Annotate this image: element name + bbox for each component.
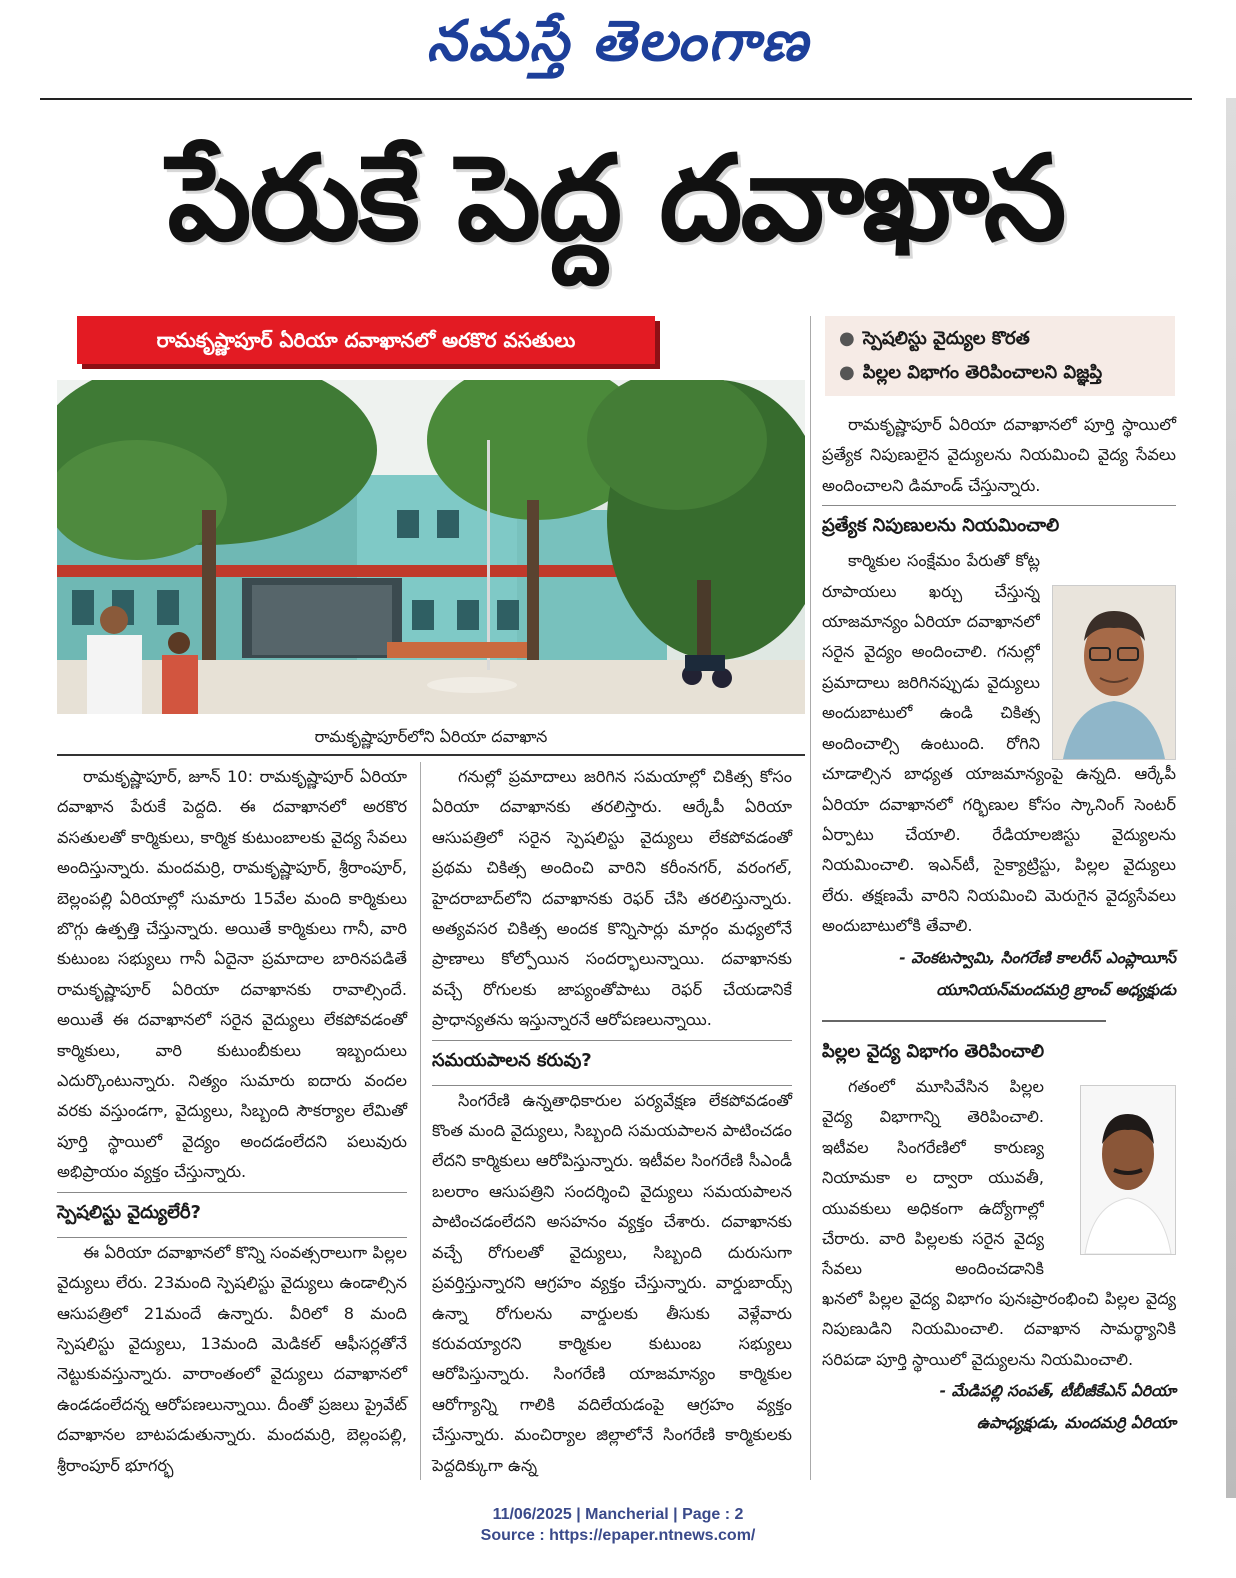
- quote-credit: యూనియన్‌మందమర్రి బ్రాంచ్ అధ్యక్షుడు: [936, 980, 1176, 999]
- highlight-item: ● పిల్లల విభాగం తెరిపించాలని విజ్ఞప్తి: [839, 362, 1103, 383]
- section-divider: [822, 1020, 1106, 1022]
- quote-credit: ఉపాధ్యక్షుడు, మందమర్రి ఏరియా: [976, 1414, 1176, 1433]
- bullet-icon: ●: [839, 328, 855, 349]
- quote-credit: - మేడిపల్లి సంపత్, టీబీజీకేఎస్ ఏరియా: [939, 1382, 1176, 1401]
- quote-paragraph: గతంలో మూసివేసిన పిల్లల వైద్య విభాగాన్ని తెరిపించాలి. ఇటీవల సింగరేణిలో కారుణ్య నియామకా ల ద్వారా యువతీ, యువకులు అధికంగా ఉద్యోగాల్లో చేరారు. వారి పిల్లలకు సరైన వైద్య సేవలు అందించడానికి: [822, 1077, 1044, 1279]
- quote-credit: - వెంకటస్వామి, సింగరేణి కాలరీస్ ఎంప్లాయీస్: [899, 948, 1176, 967]
- column-divider: [420, 762, 421, 1480]
- subheading: ప్రత్యేక నిపుణులను నియమించాలి: [822, 515, 1060, 537]
- subheading: స్పెషలిస్టు వైద్యులేరీ?: [57, 1201, 201, 1223]
- paragraph: రామకృష్ణాపూర్ ఏరియా దవాఖానలో పూర్తి స్థాయిలో ప్రత్యేక నిపుణులైన వైద్యులను నియమించి వైద్య సేవలు అందించాలని డిమాండ్ చేస్తున్నారు.: [822, 415, 1176, 495]
- column-divider: [810, 316, 811, 1480]
- highlight-item: ● స్పెషలిస్టు వైద్యుల కొరత: [839, 328, 1030, 349]
- paragraph: ఈ ఏరియా దవాఖానలో కొన్ని సంవత్సరాలుగా పిల్లల వైద్యులు లేరు. 23మంది స్పెషలిస్టు వైద్యులు ఉండాల్సిన ఆసుపత్రిలో 21మందే ఉన్నారు. వీరిలో 8 మంది స్పెషలిస్టు వైద్యులు, 13మంది మెడికల్ ఆఫీసర్లతోనే నెట్టుకువస్తున్నారు. వారాంతంలో వైద్యులు దవాఖానలో ఉండడంలేదన్న ఆరోపణలున్నాయి. దీంతో ప్రజలు ప్రైవేట్ దవాఖానల బాటపడుతున్నారు. మందమర్రి, బెల్లంపల్లి, శ్రీరాంపూర్ భూగర్భ: [57, 1242, 407, 1475]
- paragraph: సింగరేణి ఉన్నతాధికారుల పర్యవేక్షణ లేకపోవడంతో కొంత మంది వైద్యులు, సిబ్బంది సమయపాలన పాటించడం లేదని కార్మికులు ఆరోపిస్తున్నారు. ఇటీవల సింగరేణి సీఎండీ బలరాం ఆసుపత్రిని సందర్శించి వైద్యులు సమయపాలన పాటించడంలేదని అసహనం వ్యక్తం చేశారు. దవాఖానకు వచ్చే రోగులతో వైద్యులు, సిబ్బంది దురుసుగా ప్రవర్తిస్తున్నారని ఆగ్రహం వ్యక్తం చేస్తున్నారు. వార్డుబాయ్స్ ఉన్నా రోగులను వార్డులకు తీసుకు వెళ్లేవారు కరువయ్యారని కార్మికుల కుటుంబ సభ్యులు ఆరోపిస్తున్నారు. సింగరేణి యాజమాన్యం కార్మికుల ఆరోగ్యాన్ని గాలికి వదిలేయడంపై ఆగ్రహం వ్యక్తం చేస్తున్నారు. మంచిర్యాల జిల్లాలోనే సింగరేణి కార్మికులకు పెద్దదిక్కుగా ఉన్న: [432, 1090, 792, 1475]
- highlights-box: [825, 316, 1175, 396]
- article-column-2: [432, 762, 792, 1481]
- subheading: సమయపాలన కరువు?: [432, 1049, 592, 1071]
- headline: పేరుకే పెద్ద దవాఖాన: [167, 129, 1065, 267]
- page-footer: [0, 1504, 1236, 1546]
- kicker-banner: రామకృష్ణాపూర్ ఏరియా దవాఖానలో అరకొర వసతులు: [77, 316, 655, 364]
- masthead-rule: [40, 98, 1192, 100]
- footer-source-link[interactable]: Source : https://epaper.ntnews.com/: [480, 1527, 756, 1544]
- article-column-1: [57, 762, 407, 1481]
- masthead-logo: నమస్తే తెలంగాణ: [426, 8, 810, 74]
- hospital-photo: [57, 380, 805, 714]
- footer-date-line: 11/06/2025 | Mancherial | Page : 2: [492, 1506, 744, 1523]
- paragraph: గనుల్లో ప్రమాదాలు జరిగిన సమయాల్లో చికిత్స కోసం ఏరియా దవాఖానకు తరలిస్తారు. ఆర్కేపీ ఏరియా ఆసుపత్రిలో సరైన స్పెషలిస్టు వైద్యులు లేకపోవడంతో ప్రథమ చికిత్స అందించి వారిని కరీంనగర్, వరంగల్, హైదరాబాద్‌లోని దవాఖానకు రెఫర్ చేసి తరలిస్తున్నారు. అత్యవసర చికిత్స అందక కొన్నిసార్లు మార్గం మధ్యలోనే ప్రాణాలు కోల్పోయిన సందర్భాలున్నాయి. దవాఖానకు వచ్చే రోగులకు జాప్యంతోపాటు రెఫర్ చేయడానికే ప్రాధాన్యతను ఇస్తున్నారనే ఆరోపణలున్నాయి.: [432, 767, 792, 1030]
- portrait-photo-venkataswamy: [1052, 585, 1176, 760]
- adjacent-page-edge: [1226, 98, 1236, 1498]
- quote-paragraph: చూడాల్సిన బాధ్యత యాజమాన్యంపై ఉన్నది. ఆర్కేపీ ఏరియా దవాఖానలో గర్భిణుల కోసం స్కానింగ్ సెంటర్ ఏర్పాటు చేయాలి. రేడియాలజిస్టు వైద్యులను నియమించాలి. ఇఎన్‌టీ, సైక్యాట్రిస్టు, పిల్లల వైద్యులు లేరు. తక్షణమే వారిని నియమించి మెరుగైన వైద్యసేవలు అందుబాటులోకి తేవాలి.: [822, 764, 1176, 936]
- quote-paragraph: కార్మికుల సంక్షేమం పేరుతో కోట్ల రూపాయలు ఖర్చు చేస్తున్న యాజమాన్యం ఏరియా దవాఖానలో సరైన వైద్యం అందించాలి. గనుల్లో ప్రమాదాలు జరిగినప్పుడు వైద్యులు అందుబాటులో ఉండి చికిత్స అందించాల్సి ఉంటుంది. రోగిని: [822, 551, 1040, 753]
- portrait-photo-sampath: [1080, 1085, 1176, 1255]
- paragraph: రామకృష్ణాపూర్, జూన్ 10: రామకృష్ణాపూర్ ఏరియా దవాఖాన పేరుకే పెద్దది. ఈ దవాఖానలో అరకొర వసతులతో కార్మికులు, కార్మిక కుటుంబాలకు వైద్య సేవలు అందిస్తున్నారు. మందమర్రి, రామకృష్ణాపూర్, శ్రీరాంపూర్, బెల్లంపల్లి ఏరియాల్లో సుమారు 15వేల మంది కార్మికులు బొగ్గు ఉత్పత్తి చేస్తున్నారు. అయితే కార్మికులు గానీ, వారి కుటుంబ సభ్యులు గానీ ఏదైనా ప్రమాదాల బారినపడితే రామకృష్ణాపూర్ ఏరియా దవాఖానకు రావాల్సిందే. అయితే ఈ దవాఖానలో సరైన వైద్యులు లేకపోవడంతో కార్మికులు, వారి కుటుంబీకులు ఇబ్బందులు ఎదుర్కొంటున్నారు. నిత్యం సుమారు ఐదారు వందల వరకు వస్తుండగా, వైద్యులు, సిబ్బంది సౌకర్యాల లేమితో పూర్తి స్థాయిలో వైద్యం అందడంలేదని పలువురు అభిప్రాయం వ్యక్తం చేస్తున్నారు.: [57, 767, 407, 1182]
- quote-paragraph: ఖనలో పిల్లల వైద్య విభాగం పునఃప్రారంభించి పిల్లల వైద్య నిపుణుడిని నియమించాలి. దవాఖాన సామర్థ్యానికి సరిపడా పూర్తి స్థాయిలో వైద్యులను నియమించాలి.: [822, 1289, 1176, 1369]
- photo-caption: రామకృష్ణాపూర్‌లోని ఏరియా దవాఖాన: [57, 718, 805, 756]
- bullet-icon: ●: [839, 362, 855, 383]
- subheading: పిల్లల వైద్య విభాగం తెరిపించాలి: [822, 1041, 1045, 1062]
